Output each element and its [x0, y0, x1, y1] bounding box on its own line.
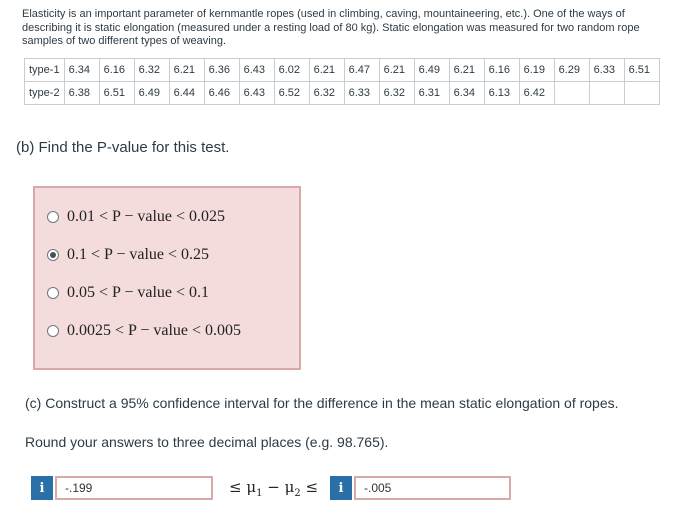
- table-cell: 6.34: [449, 82, 484, 105]
- table-cell: [589, 82, 624, 105]
- table-cell: 6.52: [274, 82, 309, 105]
- table-cell: 6.32: [134, 59, 169, 82]
- table-cell: 6.16: [99, 59, 134, 82]
- table-cell: 6.49: [414, 59, 449, 82]
- table-cell: 6.38: [64, 82, 99, 105]
- table-row: [25, 82, 660, 105]
- table-cell: 6.51: [624, 59, 659, 82]
- table-cell: 6.34: [64, 59, 99, 82]
- radio-button-icon[interactable]: [47, 325, 59, 337]
- option-3[interactable]: [47, 320, 241, 342]
- radio-button-icon[interactable]: [47, 249, 59, 261]
- confidence-interval-row: [31, 476, 651, 500]
- table-cell: 6.43: [239, 82, 274, 105]
- rounding-note: Round your answers to three decimal places (e.g. 98.765).: [25, 434, 389, 450]
- option-label: 0.05 < P − value < 0.1: [67, 284, 210, 301]
- part-b-prompt: (b) Find the P-value for this test.: [16, 139, 230, 156]
- table-cell: 6.16: [484, 59, 519, 82]
- option-label: 0.1 < P − value < 0.25: [67, 246, 210, 263]
- table-cell: 6.32: [309, 82, 344, 105]
- table-cell: 6.33: [344, 82, 379, 105]
- table-cell: 6.21: [309, 59, 344, 82]
- between-label: ≤ $\mu_1 - \mu_2$ ≤: [229, 478, 319, 499]
- table-cell: 6.42: [519, 82, 554, 105]
- part-c-prompt: (c) Construct a 95% confidence interval for the difference in the mean static elongation of ropes.: [25, 395, 619, 411]
- table-cell: 6.51: [99, 82, 134, 105]
- row-label: type-1: [25, 59, 65, 82]
- option-1[interactable]: [47, 244, 209, 266]
- table-cell: 6.49: [134, 82, 169, 105]
- table-cell: [554, 82, 589, 105]
- table-cell: 6.33: [589, 59, 624, 82]
- radio-button-icon[interactable]: [47, 211, 59, 223]
- table-cell: [624, 82, 659, 105]
- row-label: type-2: [25, 82, 65, 105]
- table-cell: 6.21: [169, 59, 204, 82]
- table-cell: 6.47: [344, 59, 379, 82]
- table-cell: 6.43: [239, 59, 274, 82]
- table-cell: 6.46: [204, 82, 239, 105]
- info-icon[interactable]: i: [31, 476, 53, 500]
- question-intro: Elasticity is an important parameter of kernmantle ropes (used in climbing, caving, mountaineering, etc.). One of the ways of describing it is static elongation (measured under a resting load of 80 kg). Static elongation was measured for two random rope samples of two different types of weaving.: [22, 8, 640, 47]
- info-icon[interactable]: i: [330, 476, 352, 500]
- upper-bound-input[interactable]: [354, 476, 511, 500]
- table-row: [25, 59, 660, 82]
- table-cell: 6.29: [554, 59, 589, 82]
- table-cell: 6.31: [414, 82, 449, 105]
- option-label: 0.01 < P − value < 0.025: [67, 208, 226, 225]
- table-cell: 6.32: [379, 82, 414, 105]
- table-cell: 6.44: [169, 82, 204, 105]
- table-cell: 6.02: [274, 59, 309, 82]
- lower-bound-input[interactable]: [55, 476, 213, 500]
- table-cell: 6.21: [449, 59, 484, 82]
- option-label: 0.0025 < P − value < 0.005: [67, 322, 242, 339]
- p-value-options: [33, 186, 301, 370]
- table-cell: 6.13: [484, 82, 519, 105]
- table-cell: 6.21: [379, 59, 414, 82]
- table-cell: 6.19: [519, 59, 554, 82]
- option-2[interactable]: [47, 282, 209, 304]
- radio-button-icon[interactable]: [47, 287, 59, 299]
- data-table: [24, 58, 660, 105]
- option-0[interactable]: [47, 206, 225, 228]
- table-cell: 6.36: [204, 59, 239, 82]
